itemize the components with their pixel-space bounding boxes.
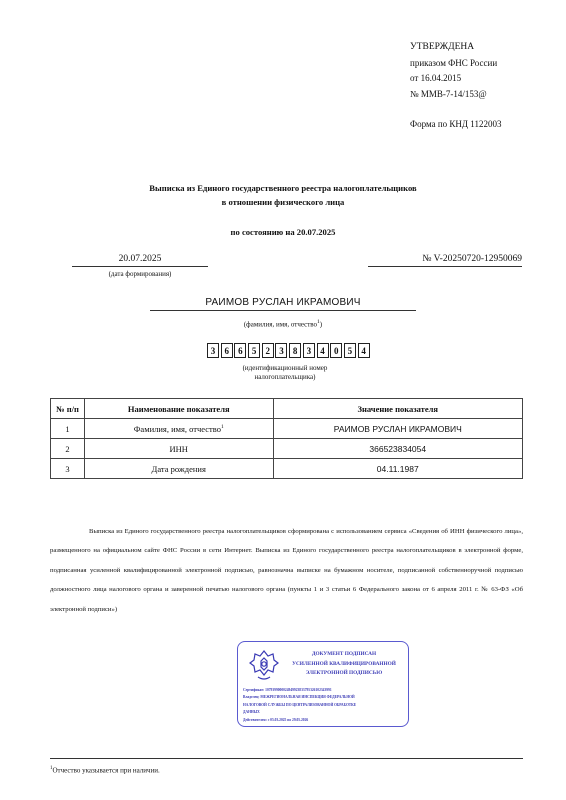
inn-digit: 3: [303, 343, 315, 358]
footnote-divider: [50, 758, 523, 759]
approval-block: [410, 40, 497, 102]
document-title: [0, 181, 566, 209]
table-row: [51, 439, 523, 459]
table-header-row: [51, 399, 523, 419]
row-number: 2: [51, 439, 85, 459]
row-value: 366523834054: [273, 439, 522, 459]
indicators-table: [50, 398, 523, 479]
name-caption: (фамилия, имя, отчество$^1$): [243, 319, 323, 329]
person-full-name: РАИМОВ РУСЛАН ИКРАМОВИЧ: [150, 297, 416, 311]
emblem-icon: [246, 647, 282, 683]
stamp-title: ДОКУМЕНТ ПОДПИСАН УСИЛЕННОЙ КВАЛИФИЦИРОВАННОЙ ЭЛЕКТРОННОЙ ПОДПИСЬЮ: [292, 651, 396, 676]
stamp-details: Сертификат: 1079399000024949923833795326102343991 Владелец: МЕЖРЕГИОНАЛЬНАЯ ИНСПЕКЦИЯ ФЕДЕРАЛЬНОЙ НАЛОГОВОЙ СЛУЖБЫ ПО ЦЕНТРАЛИЗОВАННОЙ ОБРАБОТКЕ ДАННЫХ Действителен: с 05.03.2025 по 29.05.2026: [243, 687, 405, 724]
inn-digit: 8: [289, 343, 301, 358]
stamp-validity: Действителен: с 05.03.2025 по 29.05.2026: [243, 717, 309, 722]
table-row: [51, 419, 523, 439]
row-number: 1: [51, 419, 85, 439]
row-number: 3: [51, 459, 85, 479]
extract-number: № V-20250720-12950069: [368, 254, 522, 267]
inn-caption: (идентификационный номер налогоплательщика): [242, 364, 328, 381]
inn-digit: 2: [262, 343, 274, 358]
row-value: 04.11.1987: [273, 459, 522, 479]
e-signature-stamp: [237, 641, 409, 727]
inn-digit: 6: [234, 343, 246, 358]
inn-digit: 5: [344, 343, 356, 358]
inn-boxes: [207, 343, 371, 358]
inn-digit: 3: [275, 343, 287, 358]
formation-date: 20.07.2025: [72, 254, 208, 267]
inn-digit: 4: [317, 343, 329, 358]
inn-digit: 4: [358, 343, 370, 358]
row-value: РАИМОВ РУСЛАН ИКРАМОВИЧ: [273, 419, 522, 439]
inn-digit: 0: [330, 343, 342, 358]
row-indicator: ИНН: [84, 439, 273, 459]
inn-digit: 3: [207, 343, 219, 358]
footnote: $^1$Отчество указывается при наличии.: [50, 766, 160, 775]
column-header-value: Значение показателя: [273, 399, 522, 419]
column-header-indicator: Наименование показателя: [84, 399, 273, 419]
approval-order: приказом ФНС России: [410, 57, 498, 68]
inn-digit: 6: [221, 343, 233, 358]
row-indicator: Дата рождения: [84, 459, 273, 479]
approval-date: от 16.04.2015: [410, 73, 462, 83]
title-line-1: Выписка из Единого государственного реестра налогоплательщиков: [149, 183, 417, 193]
formation-date-caption: (дата формирования): [108, 270, 172, 278]
table-row: [51, 459, 523, 479]
stamp-owner: Владелец: МЕЖРЕГИОНАЛЬНАЯ ИНСПЕКЦИЯ ФЕДЕРАЛЬНОЙ: [243, 695, 355, 700]
title-line-2: в отношении физического лица: [221, 197, 345, 207]
approval-number: № ММВ-7-14/153@: [410, 88, 487, 99]
stamp-certificate: Сертификат: 1079399000024949923833795326102343991: [243, 688, 332, 692]
title-as-of-date: по состоянию на 20.07.2025: [230, 227, 336, 237]
inn-digit: 5: [248, 343, 260, 358]
explanation-paragraph: Выписка из Единого государственного реестра налогоплательщиков сформирована с использованием сервиса «Сведения об ИНН физического лица», размещенного на официальном сайте ФНС России в сети Интернет. Выписка из Единого государственного реестра налогоплательщиков в электронной форме, подписанная усиленной квалифицированной электронной подписью, равнозначна выписке на бумажном носителе, подписанной собственноручной подписью должностного лица налогового органа и заверенной печатью налогового органа (пункты 1 и 3 статьи 6 Федерального закона от 6 апреля 2011 г. № 63-ФЗ «Об электронной подписи»): [50, 528, 523, 613]
column-header-number: № п/п: [51, 399, 85, 419]
approval-title: УТВЕРЖДЕНА: [410, 42, 475, 52]
form-code: Форма по КНД 1122003: [410, 119, 502, 129]
row-indicator: Фамилия, имя, отчество$^1$: [84, 419, 273, 439]
